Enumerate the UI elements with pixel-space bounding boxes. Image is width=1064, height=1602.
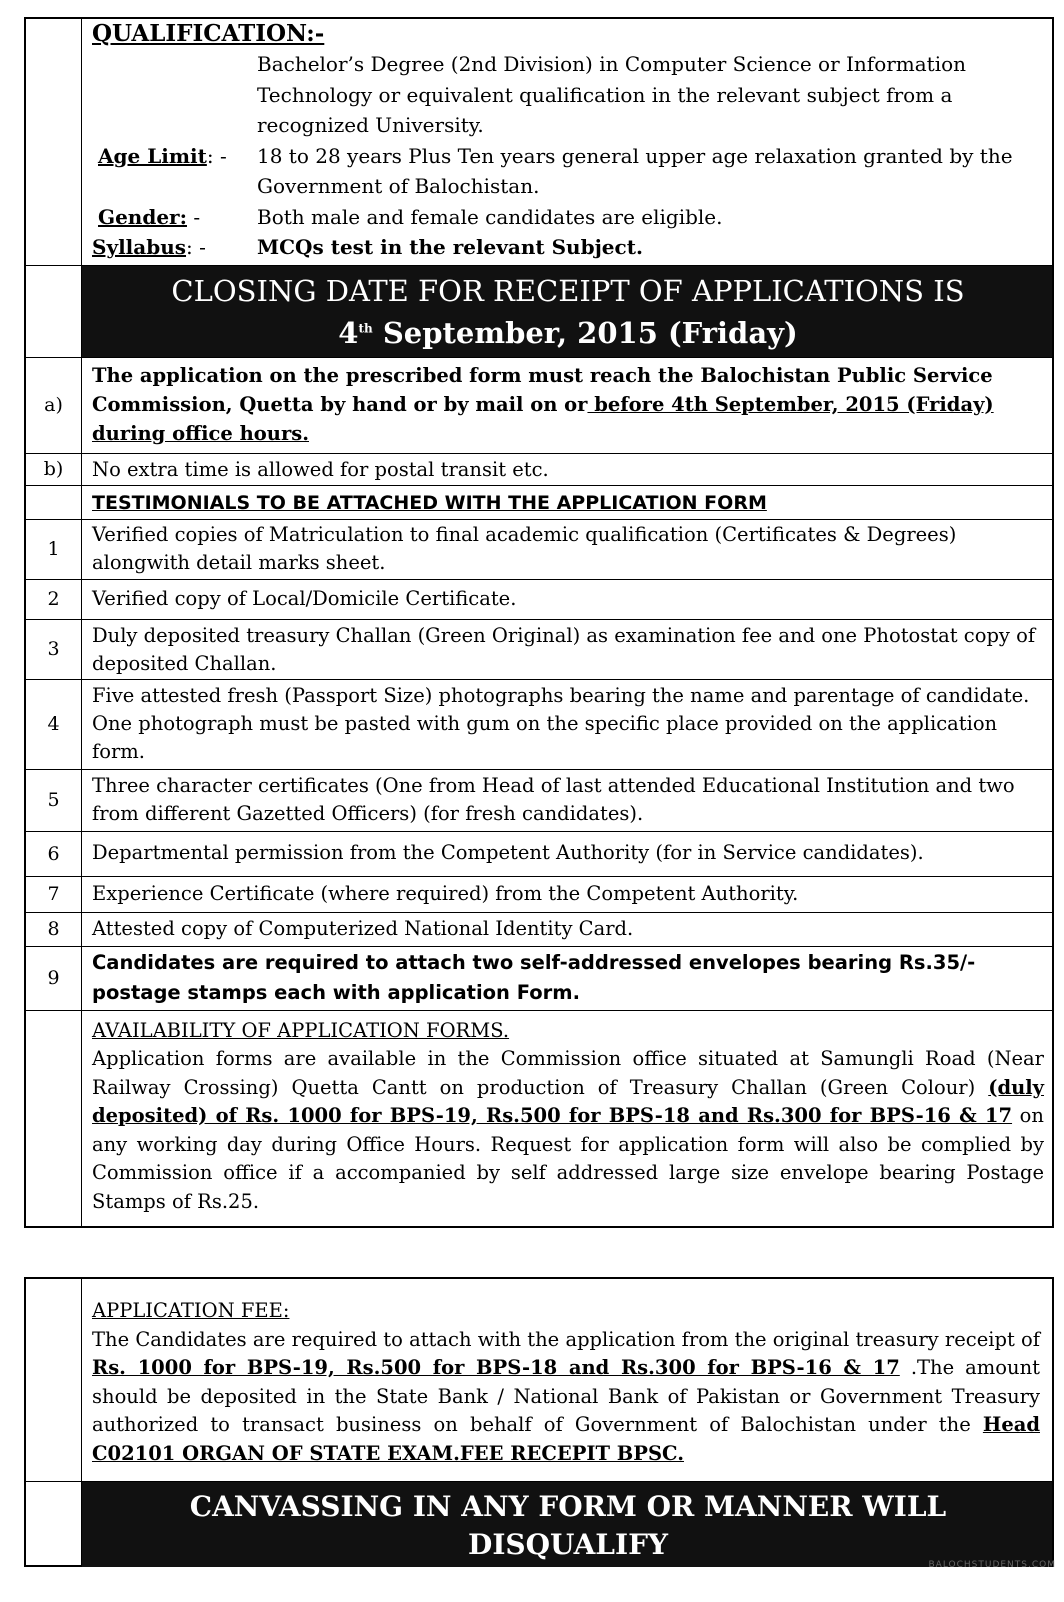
testimonial-row — [26, 619, 1052, 679]
main-table — [24, 17, 1054, 1228]
availability-cell — [82, 1011, 1052, 1226]
qualification-cell — [82, 19, 1052, 265]
age-limit-label: Age Limit: - — [98, 143, 227, 168]
canvassing-line1: CANVASSING IN ANY FORM OR MANNER WILL DISQUALIFY — [189, 1490, 947, 1561]
row-number: 5 — [26, 770, 82, 831]
row-number: 4 — [26, 680, 82, 769]
row-number: 9 — [26, 947, 82, 1010]
degree-text: Bachelor’s Degree (2nd Division) in Computer Science or Information Technology or equivalent qualification in the relevant subject from a recognized University. — [257, 52, 967, 137]
availability-row — [26, 1010, 1052, 1226]
row-number: 7 — [26, 877, 82, 912]
row-number: 3 — [26, 620, 82, 679]
gender-label: Gender: - — [98, 204, 201, 229]
syllabus-label: Syllabus: - — [92, 235, 206, 259]
testimonials-heading: TESTIMONIALS TO BE ATTACHED WITH THE APPLICATION FORM — [92, 491, 767, 514]
closing-date-line2: 4th September, 2015 (Friday) — [338, 315, 798, 350]
closing-date-line1: CLOSING DATE FOR RECEIPT OF APPLICATIONS IS — [171, 273, 965, 308]
row-number-cell — [26, 19, 82, 265]
row-number: 2 — [26, 580, 82, 619]
instruction-text: The application on the prescribed form must reach the Balochistan Public Service Commission, Quetta by hand or by mail on or before 4th September, 2015 (Friday) during office hours. — [92, 363, 994, 445]
age-limit-text: 18 to 28 years Plus Ten years general upper age relaxation granted by the Government of Balochistan. — [257, 143, 1013, 198]
canvassing-line2: THE CANDIDATE — [431, 1566, 704, 1599]
row-number: 8 — [26, 913, 82, 946]
fee-text: The Candidates are required to attach with the application from the original treasury receipt of Rs. 1000 for BPS-19, Rs.500 for BPS-18 and Rs.300 for BPS-16 & 17 .The amount should be deposited in the State Bank / National Bank of Pakistan or Government Treasury authorized to transact business on behalf of Government of Balochistan under the Head C02101 ORGAN OF STATE EXAM.FEE RECEPIT BPSC. — [92, 1327, 1040, 1465]
gender-text: Both male and female candidates are eligible. — [257, 204, 723, 229]
testimonial-text: Verified copy of Local/Domicile Certificate. — [92, 586, 517, 610]
testimonial-row — [26, 831, 1052, 876]
testimonial-text: Five attested fresh (Passport Size) photographs bearing the name and parentage of candidate. One photograph must be pasted with gum on the specific place provided on the application form. — [92, 683, 1030, 763]
row-number: 1 — [26, 520, 82, 579]
watermark: BALOCHSTUDENTS.COM — [928, 1560, 1056, 1570]
instruction-row-a — [26, 357, 1052, 453]
testimonial-row — [26, 679, 1052, 769]
canvassing-banner — [82, 1482, 1052, 1599]
instruction-text: No extra time is allowed for postal transit etc. — [92, 457, 549, 481]
syllabus-text: MCQs test in the relevant Subject. — [257, 235, 643, 259]
testimonial-text: Three character certificates (One from Head of last attended Educational Institution and two from different Gazetted Officers) (for fresh candidates). — [92, 773, 1015, 825]
testimonial-text: Verified copies of Matriculation to final academic qualification (Certificates & Degrees) alongwith detail marks sheet. — [92, 522, 957, 574]
closing-date-row — [26, 265, 1052, 357]
testimonial-row — [26, 946, 1052, 1010]
testimonial-row — [26, 579, 1052, 619]
testimonial-row — [26, 912, 1052, 946]
fee-cell — [82, 1279, 1052, 1481]
testimonial-row — [26, 769, 1052, 831]
fee-heading: APPLICATION FEE: — [92, 1299, 290, 1322]
testimonials-heading-row — [26, 485, 1052, 519]
testimonial-text: Departmental permission from the Competent Authority (for in Service candidates). — [92, 840, 924, 864]
testimonial-row — [26, 876, 1052, 912]
availability-heading: AVAILABILITY OF APPLICATION FORMS. — [92, 1018, 510, 1042]
testimonial-text: Experience Certificate (where required) from the Competent Authority. — [92, 881, 799, 905]
testimonial-row — [26, 519, 1052, 579]
testimonial-text: Duly deposited treasury Challan (Green Original) as examination fee and one Photostat copy of deposited Challan. — [92, 623, 1036, 675]
testimonial-text: Attested copy of Computerized National Identity Card. — [92, 916, 634, 940]
row-label: a) — [26, 358, 82, 453]
closing-date-banner — [82, 266, 1052, 357]
canvassing-row — [26, 1481, 1052, 1599]
qualification-row — [26, 19, 1052, 265]
testimonial-text: Candidates are required to attach two self-addressed envelopes bearing Rs.35/- postage stamps each with application Form. — [92, 950, 976, 1004]
availability-text: Application forms are available in the Commission office situated at Samungli Road (Near Railway Crossing) Quetta Cantt on production of Treasury Challan (Green Colour) (duly deposited) of Rs. 1000 for BPS-19, Rs.500 for BPS-18 and Rs.300 for BPS-16 & 17 on any working day during Office Hours. Request for application form will also be complied by Commission office if a accompanied by self addressed large size envelope bearing Postage Stamps of Rs.25. — [92, 1047, 1044, 1213]
row-number: 6 — [26, 832, 82, 876]
row-label: b) — [26, 454, 82, 485]
instruction-row-b — [26, 453, 1052, 485]
fee-row — [26, 1279, 1052, 1481]
fee-table — [24, 1277, 1054, 1599]
qualification-heading: QUALIFICATION:- — [92, 20, 325, 47]
